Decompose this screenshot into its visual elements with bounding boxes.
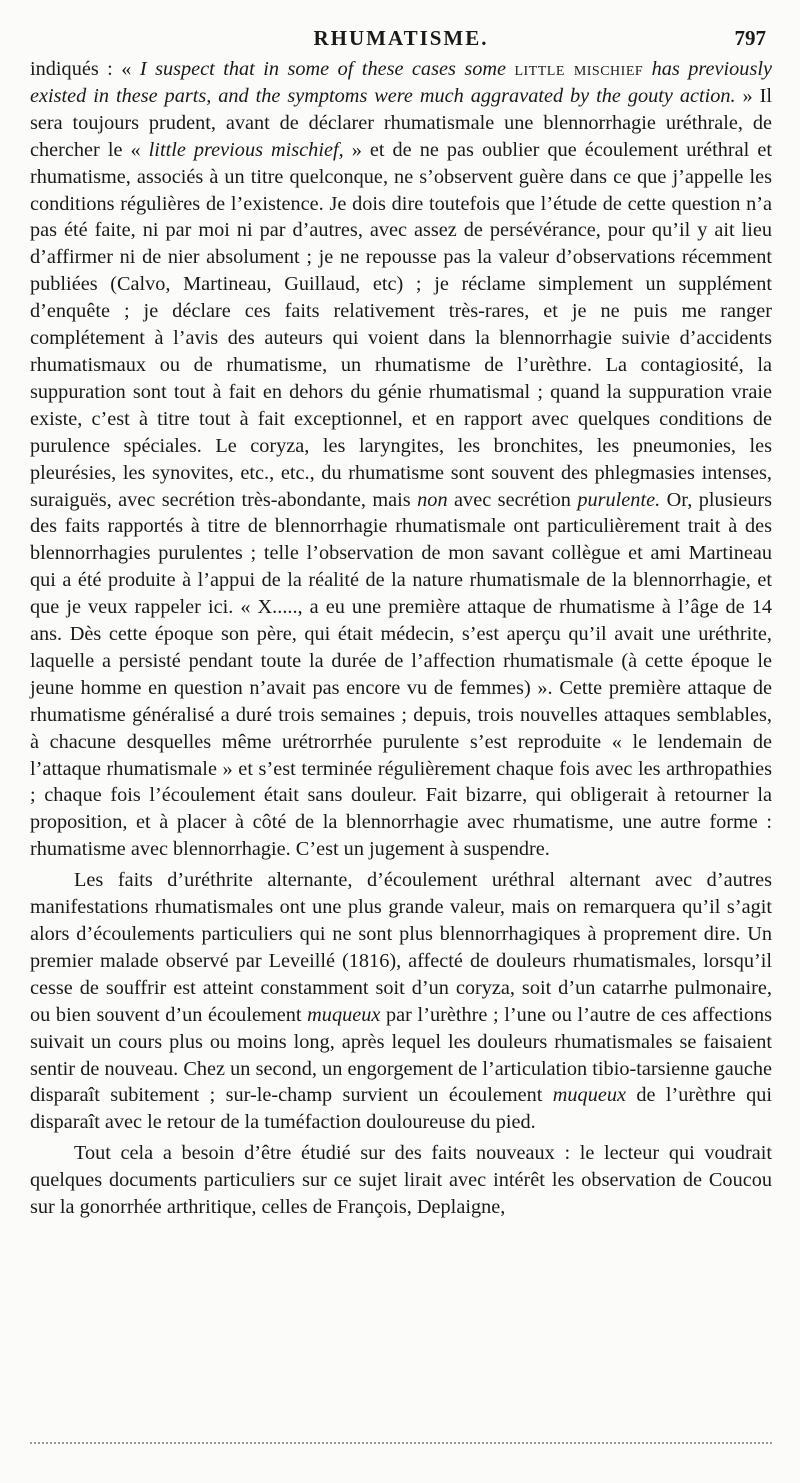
body-text — [30, 56, 772, 1221]
running-title: RHUMATISME. — [313, 26, 489, 50]
book-page — [30, 18, 772, 1221]
page-number: 797 — [734, 26, 766, 50]
text-span: indiqués : « — [30, 58, 140, 80]
page-header — [30, 18, 772, 56]
emphasis: non — [417, 488, 448, 511]
paragraph — [30, 56, 772, 863]
text-span: Or, plusieurs des faits rapportés à titre de blennorrhagie rhumatismale ont particulièrement trait à des blennorrhagies purulentes ; telle l’observation de mon savant collègue et ami Martineau qui a été produite à l’appui de la réalité de la nature rhumatismale de la blennorrhagie, et que je veux rappeler ici. « X....., a eu une première attaque de rhumatisme à l’âge de 14 ans. Dès cette époque son père, qui était médecin, s’est aperçu qu’il avait une uréthrite, laquelle a persisté pendant toute la durée de l’affection rhumatismale (à cette époque le jeune homme en question n’avait pas encore vu de femmes) ». Cette première attaque de rhumatisme généralisé a duré trois semaines ; depuis, trois nouvelles attaques semblables, à chacune desquelles même urétrorrhée purulente s’est reproduite « le lendemain de l’attaque rhumatismale » et s’est terminée régulièrement chaque fois avec les arthropathies ; chaque fois l’écoulement était sans douleur. Fait bizarre, qui obligerait à retourner la proposition, et à placer à côté de la blennorrhagie avec rhumatisme, une autre forme : rhumatisme avec blennorrhagie. C’est un jugement à suspendre. — [30, 488, 773, 861]
text-span: Tout cela a besoin d’être étudié sur des faits nouveaux : le lecteur qui voudrait quelques documents particuliers sur ce sujet lirait avec intérêt les observation de Coucou sur la gonorrhée arthritique, celles de François, Deplaigne, — [30, 1142, 772, 1219]
text-span: avec secrétion — [447, 488, 578, 511]
paragraph — [30, 867, 772, 1136]
paragraph — [30, 1140, 772, 1221]
emphasis: purulente. — [577, 488, 661, 511]
english-quote: little previous mischief, — [148, 138, 344, 161]
text-span: » Il sera toujours prudent, avant de déclarer rhumatismale une blennorrhagie uréthrale, de chercher le « — [30, 84, 772, 161]
emphasis: muqueux — [552, 1084, 626, 1107]
english-quote: I suspect that in some of these cases some — [139, 58, 515, 80]
footer-dotted-rule — [30, 1442, 772, 1444]
text-span: de l’urèthre qui disparaît avec le retour de la tuméfaction douloureuse du pied. — [30, 1084, 772, 1134]
text-span: Les faits d’uréthrite alternante, d’écoulement uréthral alternant avec d’autres manifestations rhumatismales ont une plus grande valeur, mais on remarquera qu’il s’agit alors d’écoulements particuliers qui ne sont plus blennorrhagiques à proprement dire. Un premier malade observé par Leveillé (1816), affecté de douleurs rhumatismales, lorsqu’il cesse de souffrir est atteint constamment soit d’un coryza, soit d’un catarrhe pulmonaire, ou bien souvent d’un écoulement — [30, 869, 772, 1026]
text-span: par l’urèthre ; l’une ou l’autre de ces affections suivait un cours plus ou moins long, après lequel les douleurs rhumatismales se faisaient sentir de nouveau. Chez un second, un engorgement de l’articulation tibio-tarsienne gauche disparaît subitement ; sur-le-champ survient un écoulement — [30, 1003, 773, 1107]
english-quote: has previously existed in these parts, and the symptoms were much aggravated by the gouty action. — [30, 58, 772, 107]
emphasis: muqueux — [307, 1003, 381, 1026]
text-span: » et de ne pas oublier que écoulement uréthral et rhumatisme, associés à un titre quelconque, ne s’observent guère dans ce que j’appelle les conditions régulières de l’existence. Je dois dire toutefois que l’étude de cette question n’a pas été faite, ni par moi ni par d’autres, avec assez de persévérance, pour qu’il y ait lieu d’affirmer ni de nier absolument ; je ne repousse pas la valeur d’observations récemment publiées (Calvo, Martineau, Guillaud, etc) ; je réclame simplement un supplément d’enquête ; je déclare ces faits relativement très-rares, et je ne puis me ranger complétement à l’avis des auteurs qui voient dans la blennorrhagie suivie d’accidents rhumatismaux ou de rhumatisme, un rhumatisme de l’urèthre. La contagiosité, la suppuration sont tout à fait en dehors du génie rhumatismal ; quand la suppuration vraie existe, c’est à titre tout à fait exceptionnel, et en rapport avec quelques conditions de purulence spéciales. Le coryza, les laryngites, les bronchites, les pneumonies, les pleurésies, les synovites, etc., etc., du rhumatisme sont souvent des phlegmasies intenses, suraiguës, avec secrétion très-abondante, mais — [30, 138, 772, 511]
english-quote-smallcaps: little mischief — [514, 58, 644, 80]
